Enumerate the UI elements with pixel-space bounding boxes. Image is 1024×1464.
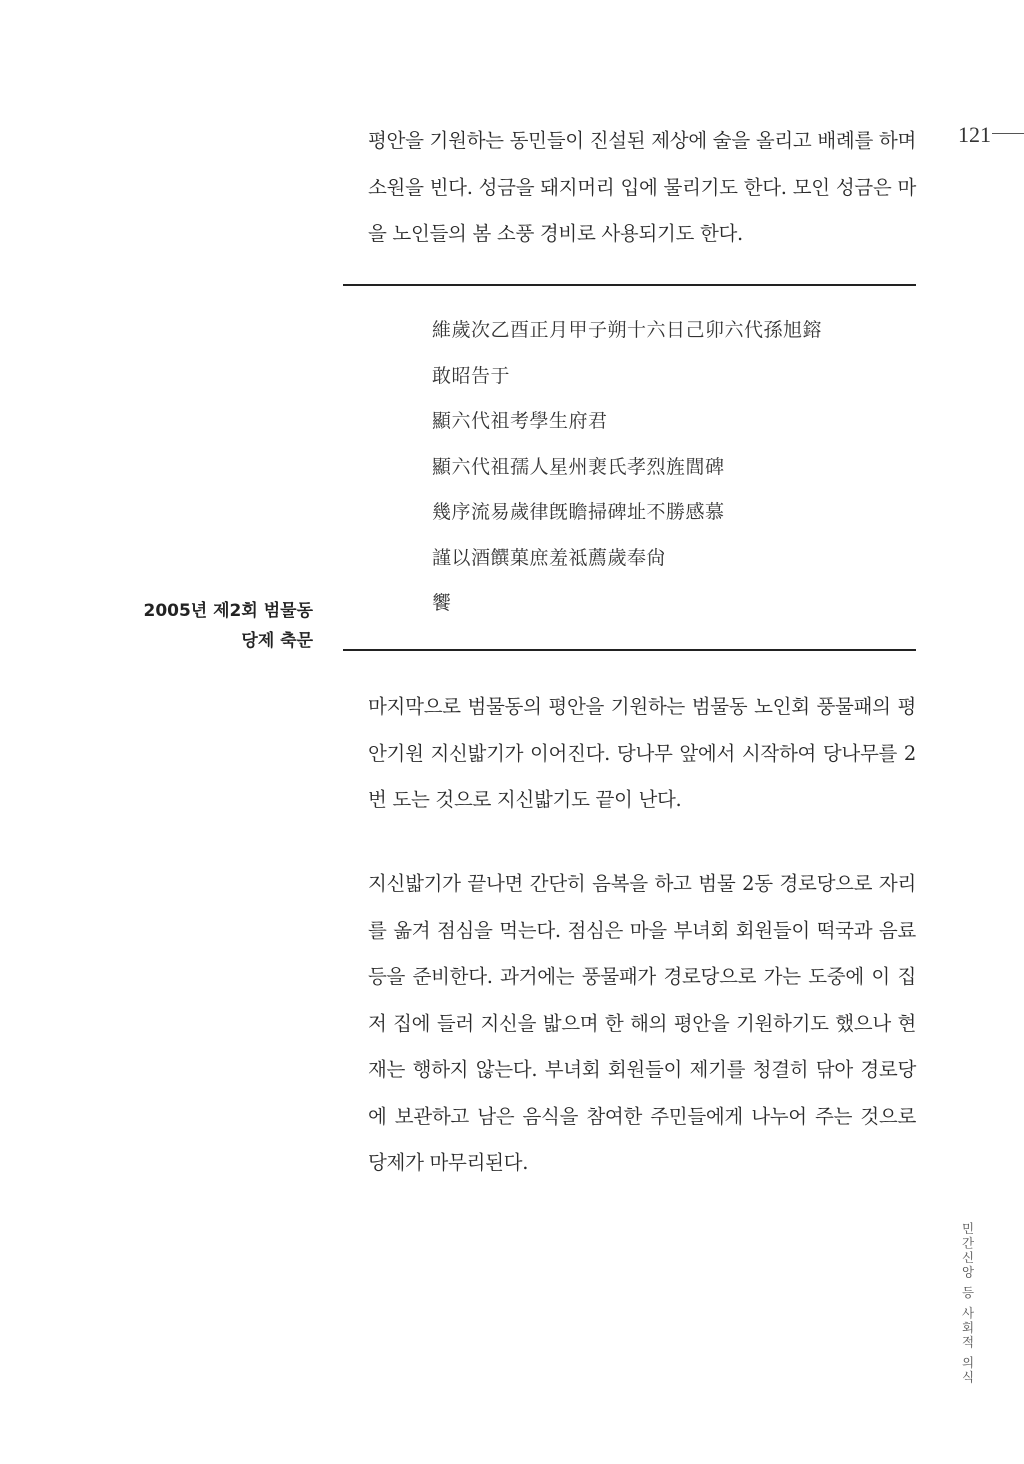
page-number: 121 xyxy=(958,122,991,147)
prayer-text-line: 顯六代祖孺人星州裵氏孝烈旌閭碑 xyxy=(432,455,725,478)
divider-bottom xyxy=(343,649,916,651)
figure-caption xyxy=(143,596,313,656)
chapter-side-label: 민간신앙 등 사회적 의식 xyxy=(960,1222,975,1385)
paragraph-bottom: 지신밟기가 끝나면 간단히 음복을 하고 범물 2동 경로당으로 자리를 옮겨 점심을 먹는다. 점심은 마을 부녀회 회원들이 떡국과 음료 등을 준비한다. 과거에는 풍물패가 경로당으로 가는 도중에 이 집 저 집에 들러 지신을 밟으며 한 해의 평안을 기원하기도 했으나 현재는 행하지 않는다. 부녀회 회원들이 제기를 청결히 닦아 경로당에 보관하고 남은 음식을 참여한 주민들에게 나누어 주는 것으로 당제가 마무리된다. xyxy=(368,872,916,1174)
prayer-text-line: 維歲次乙酉正月甲子朔十六日己卯六代孫旭鎔 xyxy=(432,319,823,341)
paragraph-top: 평안을 기원하는 동민들이 진설된 제상에 술을 올리고 배례를 하며 소원을 빈다. 성금을 돼지머리 입에 물리기도 한다. 모인 성금은 마을 노인들의 봄 소풍 경비로 사용되기도 한다. xyxy=(368,129,916,245)
page-number-rule xyxy=(992,133,1024,134)
caption-line-1: 2005년 제2회 범물동 xyxy=(143,601,313,621)
divider-top xyxy=(343,284,916,286)
prayer-text-line: 敢昭告于 xyxy=(432,364,511,387)
prayer-text-line: 幾序流易歲律旣瞻掃碑址不勝感慕 xyxy=(432,501,725,523)
prayer-text-line: 饗 xyxy=(432,592,452,614)
prayer-text-line: 謹以酒饌菓庶羞祗薦歲奉尙 xyxy=(432,546,667,569)
prayer-text-block xyxy=(432,308,902,627)
prayer-text-line: 顯六代祖考學生府君 xyxy=(432,410,608,432)
caption-line-2: 당제 축문 xyxy=(241,631,313,651)
paragraph-middle: 마지막으로 범물동의 평안을 기원하는 범물동 노인회 풍물패의 평안기원 지신밟기가 이어진다. 당나무 앞에서 시작하여 당나무를 2번 도는 것으로 지신밟기도 끝이 난다. xyxy=(368,695,916,811)
